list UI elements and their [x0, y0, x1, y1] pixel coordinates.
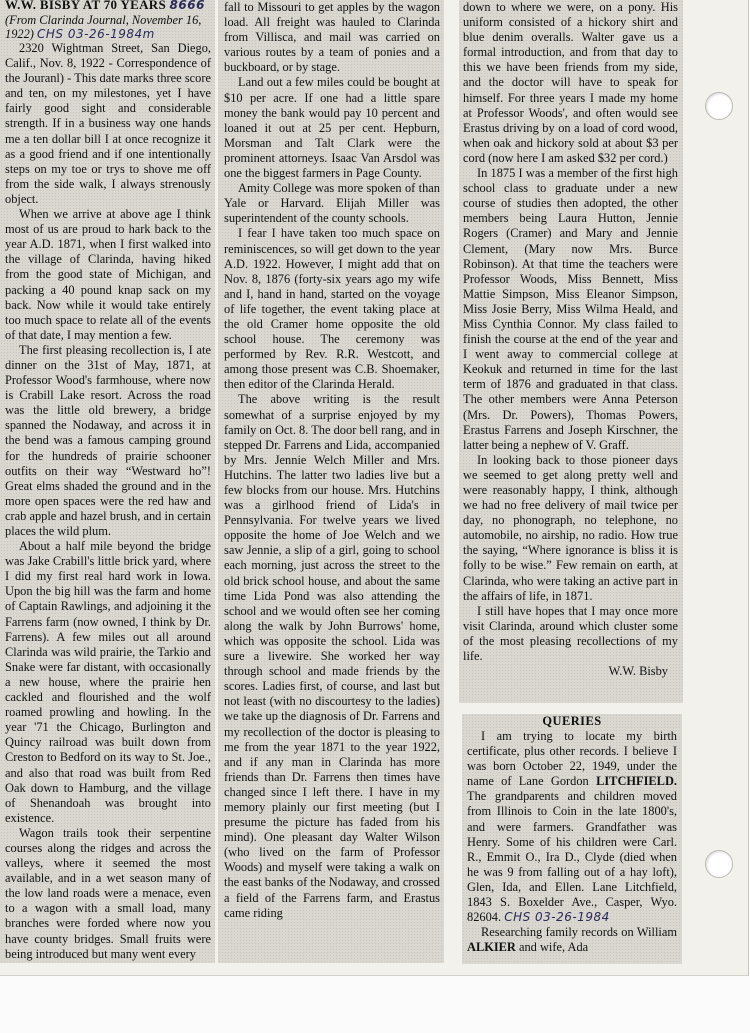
article-column-1	[0, 0, 215, 963]
article-paragraph: Wagon trails took their serpentine courses along the ridges and across the valleys, where it seemed the most available, and in a wet season many of the low land roads were a menace, even to a wagon with a small load, many branches were forded where now you have county bridges. Small fruits were being introduced but many went every	[5, 825, 211, 961]
article-paragraph: The first pleasing recollection is, I ate dinner on the 31st of May, 1871, at Professor Wood's farmhouse, where now is Crabill Lake resort. Across the road was the little old brewery, a bridge spanned the Nodaway, and across it in the bend was a famous camping ground for the hundreds of prairie schooner outfits on their way “Westward ho”! Great elms shaded the ground and in the more open spaces were the red haw and crab apple and hazel brush, and in certain places the wild plum.	[5, 342, 211, 538]
article-paragraph: When we arrive at above age I think most of us are proud to hark back to the year A.D. 1871, when I first walked into the village of Clarinda, having hiked from the good state of Michigan, and packing a 40 pound knap sack on my back. Now while it would take entirely too much space to relate all of the events of that date, I may mention a few.	[5, 207, 211, 342]
article-paragraph: In 1875 I was a member of the first high school class to graduate under a new course of studies then adopted, the other members being Laura Hutton, Jennie Rogers (Cramer) and Mary and Jennie Clement, (Mary now Mrs. Burce Robinson). At that time the teachers were Professor Woods, Miss Bennett, Miss Mattie Simpson, Miss Eleanor Simpson, Miss Josie Berry, Miss Wilma Heald, and Miss Cynthia Connor. My class failed to finish the course at the end of the year and I went away to commercial college at Keokuk and returned in time for the last term of 1876 and graduated in that class. The other members were Anna Peterson (Mrs. Dr. Powers), Thomas Powers, Erastus Farrens and Joseph Kirschner, the latter being a nephew of V. Graff.	[463, 166, 678, 452]
article-signature: W.W. Bisby	[608, 664, 668, 679]
article-dateline: (From Clarinda Journal, November 16, 1922) CHS 03-26-1984m	[5, 13, 202, 41]
surname-alkier: ALKIER	[467, 940, 516, 955]
handwritten-date-note: CHS 03-26-1984m	[37, 27, 155, 41]
article-paragraph: fall to Missouri to get apples by the wagon load. All freight was hauled to Clarinda from Villisca, and mail was carried on various routes by a team of ponies and a buckboard, or by stage.	[224, 0, 440, 75]
page-background-strip	[0, 976, 750, 1033]
article-column-2	[218, 0, 444, 963]
query-paragraph: Researching family records on William ALKIER and wife, Ada	[467, 925, 677, 955]
article-paragraph: I still have hopes that I may once more visit Clarinda, around which cluster some of the most pleasing recollections of my life.	[463, 603, 678, 664]
article-paragraph: About a half mile beyond the bridge was Jake Crabill's little brick yard, where I did my first real hard work in Iowa. Upon the big hill was the farm and home of Captain Rawlings, and adjoining it the Farrens farm (now owned, I think by Dr. Farrens). A few miles out all around Clarinda was wild prairie, the Tarkio and Snake were far distant, with occasionally a new house, where the prairie hen cackled and flourished and the wolf roamed prowling and howling. In the year '71 the Chicago, Burlington and Quincy railroad was built down from Creston to Bedford on its way to St. Joe., and also that road was built from Red Oak down to Hamburg, and the village of Shenandoah was brought into existence.	[5, 539, 211, 825]
article-paragraph: Land out a few miles could be bought at $10 per acre. If one had a little spare money the bank would pay 10 percent and loaned it out at 25 per cent. Hepburn, Morsman and Talt Clark were the prominent attorneys. Isaac Van Arsdol was one the biggest farmers in Page County.	[224, 75, 440, 181]
article-paragraph: Amity College was more spoken of than Yale or Harvard. Elijah Miller was superintendent of the county schools.	[224, 181, 440, 226]
handwritten-date-note: CHS 03-26-1984	[504, 910, 610, 925]
article-paragraph: down to where we were, on a pony. His uniform consisted of a hickory shirt and blue denim overalls. Walter gave us a formal introduction, and from that day to this we have been friends from my side, and the doctor will have to speak for himself. For three years I made my home at Professor Woods', and often would see Erastus driving by on a load of cord wood, when oak and hickory sold at about $3 per cord (now here I am asked $32 per cord.)	[463, 0, 678, 165]
article-paragraph: 2320 Wightman Street, San Diego, Calif., Nov. 8, 1922 - Correspondence of the Jouranl) - This date marks three score and ten, on my milestones, yet I have fairly good sight and considerable strength. If in a business way one hands me a ten dollar bill I at once recognize it as a good friend and if one intentionally steps on my toe or trys to shove me off from the side walk, I always strenously object.	[5, 41, 211, 206]
article-headline: W.W. BISBY AT 70 YEARS 8666	[5, 0, 205, 12]
article-paragraph: I fear I have taken too much space on reminiscences, so will get down to the year A.D. 1922. However, I might add that on Nov. 8, 1876 (forty-six years ago my wife and I, hand in hand, started on the voyage of life together, the event taking place at the old Cramer home opposite the old school house. The ceremony was performed by Rev. R.R. Westcott, and among those present was C.B. Shoemaker, then editor of the Clarinda Herald.	[224, 226, 440, 392]
surname-litchfield: LITCHFIELD.	[596, 774, 677, 789]
handwritten-number: 8666	[169, 0, 205, 12]
query-paragraph: I am trying to locate my birth certificate, plus other records. I believe I was born October 22, 1949, under the name of Lane Gordon LITCHFIELD. The grandparents and children moved from Illinois to Coin in the late 1800's, and were farmers. Grandfather was Henry. Some of his children were Carl. R., Emmit O., Ira D., Clyde (died when he was 9 from falling out of a hay loft), Glen, Ida, and Ellen. Lane Litchfield, 1843 S. Boxelder Ave., Casper, Wyo. 82604. CHS 03-26-1984	[467, 729, 677, 925]
article-paragraph: The above writing is the result somewhat of a surprise enjoyed by my family on Oct. 8. The door bell rang, and in stepped Dr. Farrens and Lida, accompanied by Mrs. Jennie Welch Miller and Mrs. Hutchins. The latter two ladies live but a few blocks from our house. Mrs. Hutchins was a girlhood friend of Lida's in Pennsylvania. For twelve years we lived opposite the home of Joe Welch and we saw Jennie, a slip of a girl, going to school each morning, just across the street to the old brick school house, and about the same time Lida Pond was also attending the school and we would often see her coming along the walk by John Burrows' home, which was opposite the school. Lida was sure a livewire. She worked her way through school and made friends by the scores. Ladies first, of course, and last but not least (with no discourtesy to the ladies) we take up the diagnosis of Dr. Farrens and my recollection of the doctor is pleasing to me from the year 1871 to the year 1922, and if any man in Clarinda has more friends than Dr. Farrens then times have changed since I left there. I have in my memory plainly our first meeting (but I presume the picture has faded from his mind). One pleasant day Walter Wilson (who lived on the farm of Professor Woods) and myself were taking a walk on the east banks of the Nodaway, and crossed a field of the Farrens farm, and Erastus came riding	[224, 392, 440, 920]
article-column-3	[459, 0, 683, 703]
binder-hole	[705, 92, 733, 120]
article-paragraph: In looking back to those pioneer days we seemed to get along pretty well and were reasonably happy, I think, although we had no free delivery of mail twice per day, no phonograph, no telephone, no automobile, no airship, no radio. How true the saying, “Where ignorance is bliss it is folly to be wise.” Few remain on earth, at Clarinda, who were taking an active part in the affairs of life, in 1871.	[463, 452, 678, 603]
queries-title: QUERIES	[542, 714, 602, 728]
binder-hole	[705, 850, 733, 878]
queries-clipping	[462, 714, 682, 964]
